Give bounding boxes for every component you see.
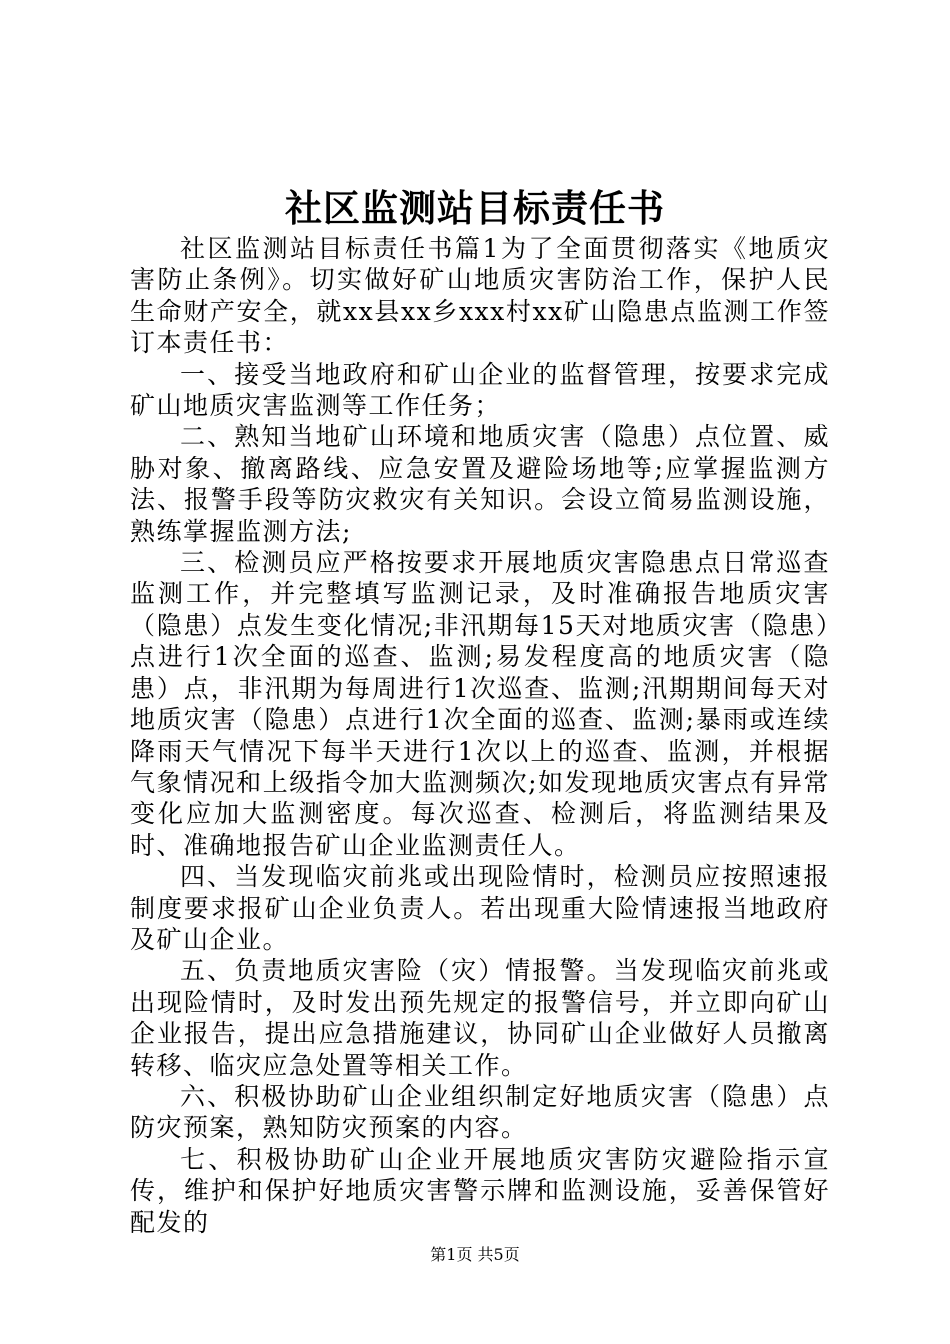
document-title: 社区监测站目标责任书 [285,186,665,230]
paragraph-item-7: 七、积极协助矿山企业开展地质灾害防灾避险指示宣传，维护和保护好地质灾害警示牌和监测设施，妥善保管好配发的 [130,1144,830,1237]
document-body [130,233,830,1238]
paragraph-item-6: 六、积极协助矿山企业组织制定好地质灾害（隐患）点防灾预案，熟知防灾预案的内容。 [130,1081,830,1143]
paragraph-item-2: 二、熟知当地矿山环境和地质灾害（隐患）点位置、威胁对象、撤离路线、应急安置及避险场地等;应掌握监测方法、报警手段等防灾救灾有关知识。会设立简易监测设施，熟练掌握监测方法; [130,422,830,546]
paragraph-item-3: 三、检测员应严格按要求开展地质灾害隐患点日常巡查监测工作，并完整填写监测记录，及时准确报告地质灾害（隐患）点发生变化情况;非汛期每15天对地质灾害（隐患）点进行1次全面的巡查、监测;易发程度高的地质灾害（隐患）点，非汛期为每周进行1次巡查、监测;汛期期间每天对地质灾害（隐患）点进行1次全面的巡查、监测;暴雨或连续降雨天气情况下每半天进行1次以上的巡查、监测，并根据气象情况和上级指令加大监测频次;如发现地质灾害点有异常变化应加大监测密度。每次巡查、检测后，将监测结果及时、准确地报告矿山企业监测责任人。 [130,548,830,860]
paragraph-intro: 社区监测站目标责任书篇1为了全面贯彻落实《地质灾害防止条例》。切实做好矿山地质灾害防治工作，保护人民生命财产安全，就xx县xx乡xxx村xx矿山隐患点监测工作签订本责任书： [130,234,830,358]
page-footer: 第1页 共5页 [430,1245,520,1264]
paragraph-item-5: 五、负责地质灾害险（灾）情报警。当发现临灾前兆或出现险情时，及时发出预先规定的报警信号，并立即向矿山企业报告，提出应急措施建议，协同矿山企业做好人员撤离转移、临灾应急处置等相关工作。 [130,956,830,1080]
paragraph-item-4: 四、当发现临灾前兆或出现险情时，检测员应按照速报制度要求报矿山企业负责人。若出现重大险情速报当地政府及矿山企业。 [130,862,830,954]
paragraph-item-1: 一、接受当地政府和矿山企业的监督管理，按要求完成矿山地质灾害监测等工作任务； [130,359,830,421]
